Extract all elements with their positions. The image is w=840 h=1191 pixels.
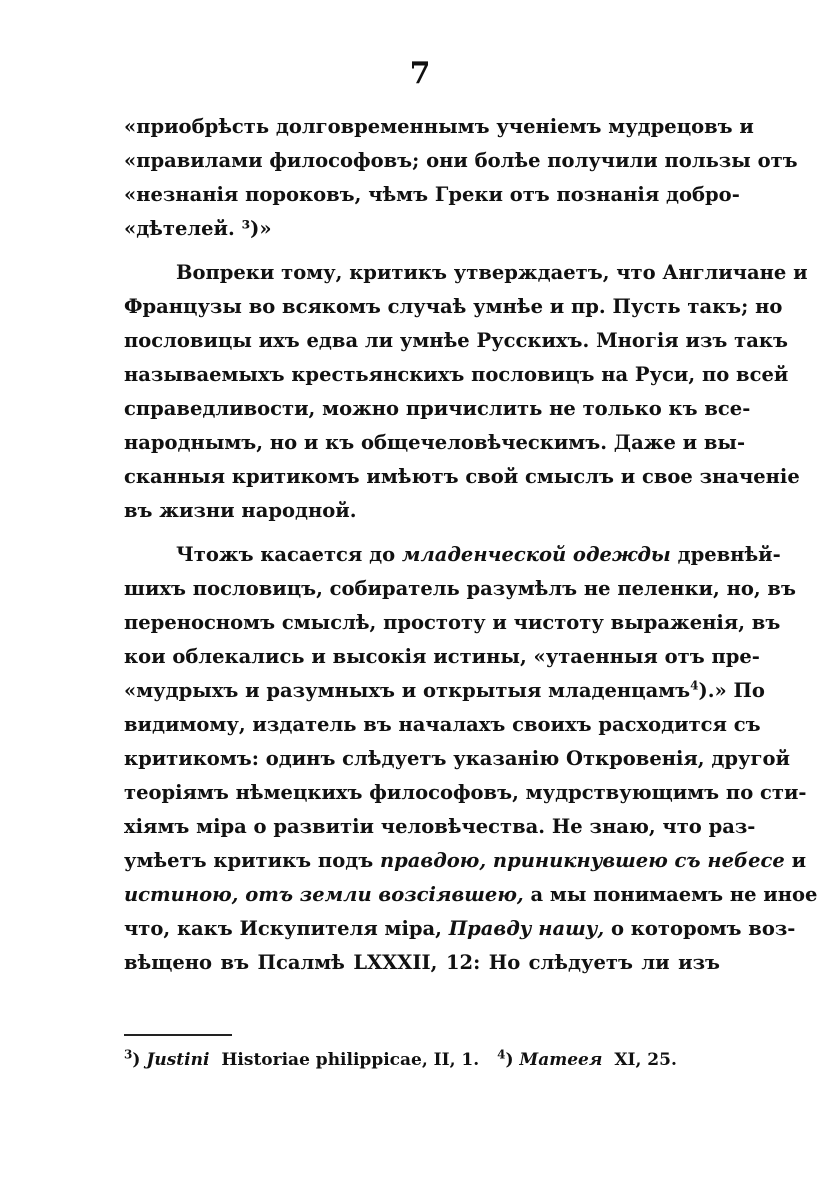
text-line: «незнанія пороковъ, чѣмъ Греки отъ познанія добро- <box>124 183 740 206</box>
footnote-mark: 4 <box>497 1047 506 1062</box>
text-line: справедливости, можно причислить не только къ все- <box>124 397 751 420</box>
footnote-divider <box>124 1034 232 1036</box>
footnote-text: XI, 25. <box>614 1050 677 1070</box>
footnote: $^3$) Justini Historiae philippicae, II, 1. <box>124 1047 480 1070</box>
text-line: называемыхъ крестьянскихъ пословицъ на Руси, по всей <box>124 363 789 386</box>
footnote-text: Historiae philippicae, II, 1. <box>221 1050 480 1070</box>
text-line: «правилами философовъ; они болѣе получили пользы отъ <box>124 149 798 172</box>
text-line: сканныя критикомъ имѣютъ свой смыслъ и свое значеніе <box>124 465 800 488</box>
text-line: пословицы ихъ едва ли умнѣе Русскихъ. Многія изъ такъ <box>124 329 788 352</box>
text-line: «дѣтелей. ³)» <box>124 217 272 240</box>
text-line: переносномъ смыслѣ, простоту и чистоту выраженія, въ <box>124 611 781 634</box>
text-line <box>124 912 796 946</box>
italic-phrase: правдою, <box>379 849 487 872</box>
italic-phrase: истиною, отъ земли возсіявшею, <box>124 883 524 906</box>
text-line: теоріямъ нѣмецкихъ философовъ, мудрствующимъ по сти- <box>124 781 807 804</box>
text-line: въ жизни народной. <box>124 499 357 522</box>
text-line: народнымъ, но и къ общечеловѣческимъ. Даже и вы- <box>124 431 746 454</box>
italic-phrase: младенческой одежды <box>401 543 671 566</box>
footnote-ref: 4 <box>690 678 699 693</box>
text-line <box>124 538 781 572</box>
text-run: ).» По <box>698 679 765 702</box>
body-text <box>124 110 818 980</box>
text-line: кои облекались и высокія истины, «утаенныя отъ пре- <box>124 645 760 668</box>
page-number: 7 <box>409 56 431 91</box>
text-line <box>124 878 818 912</box>
text-run: что, какъ Искупителя міра, <box>124 917 442 940</box>
footnote-author: Justini <box>146 1050 210 1070</box>
text-line <box>124 674 765 708</box>
italic-phrase: Правду нашу, <box>448 917 605 940</box>
footnote: $^4$) Матеея XI, 25. <box>497 1047 677 1070</box>
text-line <box>124 844 807 878</box>
text-run: о которомъ воз- <box>610 917 796 940</box>
footnote-mark: 3 <box>124 1047 133 1062</box>
text-line: хіямъ міра о развитіи человѣчества. Не знаю, что раз- <box>124 815 756 838</box>
footnotes <box>124 1047 689 1070</box>
text-run: умѣетъ критикъ подъ <box>124 849 374 872</box>
footnote-author: Матеея <box>519 1050 603 1070</box>
text-run: Чтожъ касается до <box>176 543 396 566</box>
text-line: «приобрѣсть долговременнымъ ученіемъ мудрецовъ и <box>124 115 754 138</box>
text-line: Французы во всякомъ случаѣ умнѣе и пр. Пусть такъ; но <box>124 295 783 318</box>
text-line: видимому, издатель въ началахъ своихъ расходится съ <box>124 713 761 736</box>
text-run: а мы понимаемъ не иное <box>530 883 818 906</box>
text-line: критикомъ: одинъ слѣдуетъ указанію Откровенія, другой <box>124 747 790 770</box>
text-line: шихъ пословицъ, собиратель разумѣлъ не пеленки, но, въ <box>124 577 796 600</box>
text-run: древнѣй- <box>677 543 781 566</box>
italic-phrase: приникнувшею съ небесе <box>492 849 785 872</box>
text-run: и <box>791 849 807 872</box>
text-line: Вопреки тому, критикъ утверждаетъ, что Англичане и <box>176 261 808 284</box>
text-line: вѣщено въ Псалмѣ LXXXII, 12: Но слѣдуетъ ли изъ <box>124 951 720 974</box>
text-run: «мудрыхъ и разумныхъ и открытыя младенцамъ <box>124 679 691 702</box>
